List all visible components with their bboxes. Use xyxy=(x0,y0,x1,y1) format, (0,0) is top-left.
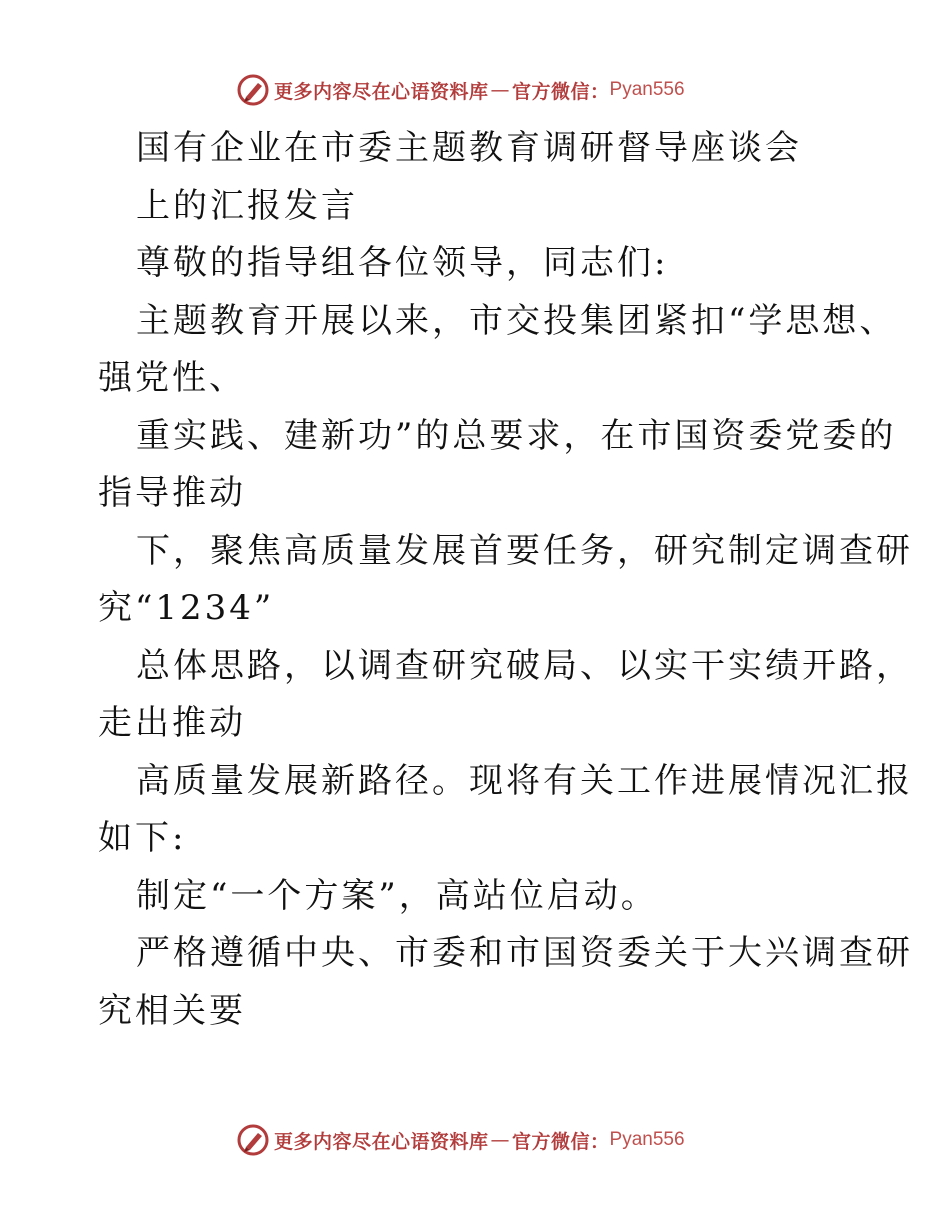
watermark-separator: — xyxy=(490,1129,511,1151)
footer-watermark xyxy=(236,1122,685,1158)
paragraph-line: 走出推动 xyxy=(98,703,246,743)
paragraph-line: 强党性、 xyxy=(98,358,246,398)
paragraph-line: 重实践、建新功”的总要求，在市国资委党委的 xyxy=(136,415,897,456)
pen-logo-icon xyxy=(236,1123,270,1157)
watermark-wechat-id: Pyan556 xyxy=(609,79,685,100)
paragraph-line: 指导推动 xyxy=(98,473,246,513)
watermark-label: 官方微信： xyxy=(512,80,610,103)
paragraph-line: 总体思路，以调查研究破局、以实干实绩开路， xyxy=(136,645,913,686)
header-watermark xyxy=(236,72,685,108)
watermark-wechat-id: Pyan556 xyxy=(609,1129,685,1150)
title-line-2: 上的汇报发言 xyxy=(136,185,358,226)
paragraph-line: 主题教育开展以来，市交投集团紧扣“学思想、 xyxy=(136,300,897,341)
watermark-text: 更多内容尽在心语资料库 xyxy=(274,1130,489,1153)
paragraph-line: 下，聚焦高质量发展首要任务，研究制定调查研 xyxy=(136,530,913,571)
document-body xyxy=(98,120,913,1040)
paragraph-line: 究“1234” xyxy=(98,588,275,628)
paragraph-line: 严格遵循中央、市委和市国资委关于大兴调查研 xyxy=(136,933,913,973)
title-line-1: 国有企业在市委主题教育调研督导座谈会 xyxy=(136,128,802,168)
pen-logo-icon xyxy=(236,73,270,107)
paragraph-line: 如下: xyxy=(98,818,187,858)
watermark-separator: — xyxy=(490,79,511,101)
paragraph-line: 高质量发展新路径。现将有关工作进展情况汇报 xyxy=(136,760,913,801)
watermark-text: 更多内容尽在心语资料库 xyxy=(274,80,489,103)
section-heading: 制定“一个方案”，高站位启动。 xyxy=(136,875,658,916)
salutation: 尊敬的指导组各位领导，同志们: xyxy=(136,243,669,283)
paragraph-line: 究相关要 xyxy=(98,990,246,1031)
watermark-label: 官方微信： xyxy=(512,1130,610,1153)
